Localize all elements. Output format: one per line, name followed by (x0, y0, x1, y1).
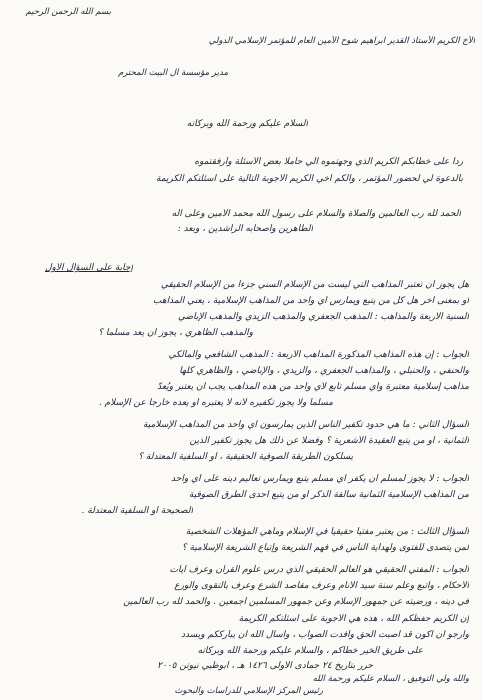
intro-line-1: ردا على خطابكم الكريم الذي وجهتموه الي حاملا بعض الأسئلة وأرفقتموه (194, 157, 463, 167)
signature-line-2: رئيس المركز الإسلامي للدراسات والبحوث (174, 686, 323, 696)
basmala: بسم الله الرحمن الرحيم (25, 7, 111, 17)
a1-line-2: والحنفي ، والحنبلي ، والمذاهب الجعفري ، والزيدي ، والإباضي ، والظاهري كلها (179, 366, 469, 376)
a2-line-2: من المذاهب الإسلامية الثمانية سالفة الذكر أو من يتبع احدى الطرق الصوفية (188, 490, 469, 500)
closing-line-1: إن الكريم حفظكم الله ، هذه هي الأجوبة على أسئلتكم الكريمة (238, 614, 469, 624)
a3-line-1: الجواب : المفتي الحقيقي هو العالم الحقيقي الذي درس علوم القرآن وعرف آيات (169, 565, 469, 575)
q2-line-3: يسلكون الطريقة الصوفية الحقيقية ، أو السلفية المعتدلة ؟ (138, 452, 353, 462)
praise-line-1: الحمد لله رب العالمين والصلاة والسلام على رسول الله محمد الأمين وعلى آله (171, 209, 461, 219)
q1-line-2: أو بمعنى آخر هل كل من يتبع ويمارس أي واحد من المذاهب الإسلامية ، يعني المذاهب (153, 296, 469, 306)
a3-line-2: الأحكام ، واتبع وعلم سنة سيد الأنام وعرف مقاصد الشرع وعرف بالتقوى والورع (174, 581, 469, 591)
a1-line-1: الجواب : إن هذه المذاهب المذكورة المذاهب الأربعة : المذهب الشافعي والمالكي (168, 350, 469, 360)
praise-line-2: الطاهرين وأصحابه الراشدين ، وبعد : (177, 224, 313, 234)
q1-line-1: هل يجوز أن تعتبر المذاهب التي ليست من الإسلام السني جزءا من الإسلام الحقيقي (160, 280, 469, 290)
address-line-1: الأخ الكريم الأستاذ القدير ابراهيم شوح الأمين العام للمؤتمر الإسلامي الدولي (208, 36, 475, 46)
a2-line-1: الجواب : لا يجوز لمسلم أن يكفر أي مسلم يتبع ويمارس تعاليم دينه على أي واحد (171, 474, 469, 484)
a1-line-3: مذاهب إسلامية معتبرة وأي مسلم تابع لأي واحد من هذه المذاهب يجب أن يعتبر ويُعدّ (157, 382, 469, 392)
q1-line-3: السنية الأربعة والمذاهب : المذهب الجعفري والمذهب الزيدي والمذهب الإباضي (178, 312, 469, 322)
signature-line-1: والله ولي التوفيق ، السلام عليكم ورحمة الله (312, 674, 469, 684)
q2-line-2: الثمانية ، أو من يتبع العقيدة الأشعرية ؟ وفضلا عن ذلك هل يجوز تكفير الذين (189, 436, 469, 446)
answer-1-title: إجابة على السؤال الأول (44, 263, 133, 273)
closing-line-2: وأرجو أن أكون قد أصبت الحق وأفدت الصواب ، وأسأل الله أن يبارككم ويسدد (181, 630, 469, 640)
date-line: حرر بتاريخ ٢٤ جمادى الأولى ١٤٢٦ هـ ، ابوظبي نيوتن ٢٠٠٥ (157, 661, 373, 671)
q2-line-1: السؤال الثاني : ما هي حدود تكفير الناس الذين يمارسون أي واحد من المذاهب الإسلامية (142, 420, 469, 430)
a3-line-3: في دينه ، ورضيته عن جمهور الإسلام وعن جمهور المسلمين أجمعين . والحمد لله رب العالمين (123, 597, 469, 607)
q1-line-4: والمذهب الظاهري ، يجوز أن يعد مسلما ؟ (98, 328, 253, 338)
a2-line-3: الصحيحة أو السلفية المعتدلة . (81, 506, 193, 516)
address-line-2: مدير مؤسسة آل البيت المحترم (118, 68, 228, 78)
q3-line-1: السؤال الثالث : من يعتبر مفتياً حقيقياً في الإسلام وماهي المؤهلات الشخصية (185, 527, 469, 537)
closing-line-3: على طريق الخير خطاكم ، والسلام عليكم ورحمة الله وبركاته (197, 646, 423, 656)
greeting: السلام عليكم ورحمة الله وبركاته (186, 119, 308, 129)
intro-line-2: بالدعوة لي لحضور المؤتمر ، والكم أخي الكريم الأجوبة التالية على أسئلتكم الكريمة (156, 174, 463, 184)
a1-line-4: مسلماً ولا يجوز تكفيره لأنه لا يعتبره أو يعده خارجاً عن الإسلام . (98, 398, 333, 408)
q3-line-2: لمن يتصدى للفتوى ولهداية الناس في فهم الشريعة وإتباع الشريعة الإسلامية ؟ (181, 543, 469, 553)
